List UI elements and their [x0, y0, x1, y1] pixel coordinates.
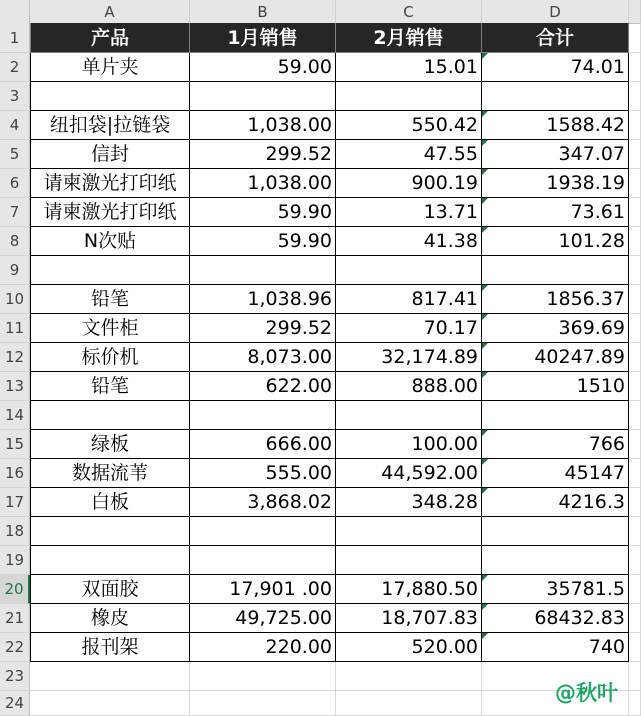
cell-d15[interactable]: 766: [482, 430, 629, 459]
header-cell-b[interactable]: 1月销售: [190, 23, 336, 53]
row-header-20[interactable]: 20: [0, 575, 30, 604]
cell-e19[interactable]: [629, 546, 641, 575]
cell-d4[interactable]: 1588.42: [482, 111, 629, 140]
cell-a14[interactable]: [30, 401, 190, 430]
number-stored-as-text-indicator: [482, 575, 488, 581]
cell-b23[interactable]: [190, 662, 336, 691]
number-stored-as-text-indicator: [482, 227, 488, 233]
cell-c9[interactable]: [336, 256, 482, 285]
number-stored-as-text-indicator: [482, 633, 488, 639]
number-stored-as-text-indicator: [482, 430, 488, 436]
number-stored-as-text-indicator: [482, 53, 488, 59]
cell-b14[interactable]: [190, 401, 336, 430]
header-cell-c[interactable]: 2月销售: [336, 23, 482, 53]
cell-a19[interactable]: [30, 546, 190, 575]
row-header-21[interactable]: 21: [0, 604, 30, 633]
number-stored-as-text-indicator: [482, 111, 488, 117]
cell-b8[interactable]: 59.90: [190, 227, 336, 256]
cell-a6[interactable]: 请柬激光打印纸: [30, 169, 190, 198]
cell-a4[interactable]: 纽扣袋|拉链袋: [30, 111, 190, 140]
cell-b9[interactable]: [190, 256, 336, 285]
row-header-22[interactable]: 22: [0, 633, 30, 662]
cell-a21[interactable]: 橡皮: [30, 604, 190, 633]
cell-a8[interactable]: N次贴: [30, 227, 190, 256]
cell-c23[interactable]: [336, 662, 482, 691]
cell-d20[interactable]: 35781.5: [482, 575, 629, 604]
cell-b7[interactable]: 59.90: [190, 198, 336, 227]
cell-d7[interactable]: 73.61: [482, 198, 629, 227]
cell-b2[interactable]: 59.00: [190, 53, 336, 82]
cell-b13[interactable]: 622.00: [190, 372, 336, 401]
cell-d11[interactable]: 369.69: [482, 314, 629, 343]
select-all-corner[interactable]: [0, 0, 30, 23]
number-stored-as-text-indicator: [482, 169, 488, 175]
cell-e8[interactable]: [629, 227, 641, 256]
cell-e3[interactable]: [629, 82, 641, 111]
cell-c6[interactable]: 900.19: [336, 169, 482, 198]
cell-b19[interactable]: [190, 546, 336, 575]
cell-e17[interactable]: [629, 488, 641, 517]
cell-a2[interactable]: 单片夹: [30, 53, 190, 82]
cell-d8[interactable]: 101.28: [482, 227, 629, 256]
cell-e20[interactable]: [629, 575, 641, 604]
cell-b21[interactable]: 49,725.00: [190, 604, 336, 633]
row-header-3[interactable]: 3: [0, 82, 30, 111]
cell-c19[interactable]: [336, 546, 482, 575]
cell-d6[interactable]: 1938.19: [482, 169, 629, 198]
cell-c21[interactable]: 18,707.83: [336, 604, 482, 633]
cell-d21[interactable]: 68432.83: [482, 604, 629, 633]
row-header-14[interactable]: 14: [0, 401, 30, 430]
row-header-16[interactable]: 16: [0, 459, 30, 488]
cell-a3[interactable]: [30, 82, 190, 111]
cell-a23[interactable]: [30, 662, 190, 691]
cell-e4[interactable]: [629, 111, 641, 140]
cell-c15[interactable]: 100.00: [336, 430, 482, 459]
cell-b18[interactable]: [190, 517, 336, 546]
cell-a7[interactable]: 请柬激光打印纸: [30, 198, 190, 227]
cell-c2[interactable]: 15.01: [336, 53, 482, 82]
cell-b17[interactable]: 3,868.02: [190, 488, 336, 517]
number-stored-as-text-indicator: [482, 372, 488, 378]
cell-d17[interactable]: 4216.3: [482, 488, 629, 517]
cell-e15[interactable]: [629, 430, 641, 459]
cell-e12[interactable]: [629, 343, 641, 372]
number-stored-as-text-indicator: [482, 285, 488, 291]
cell-e11[interactable]: [629, 314, 641, 343]
cell-d9[interactable]: [482, 256, 629, 285]
row-header-5[interactable]: 5: [0, 140, 30, 169]
cell-c16[interactable]: 44,592.00: [336, 459, 482, 488]
cell-c7[interactable]: 13.71: [336, 198, 482, 227]
cell-e22[interactable]: [629, 633, 641, 662]
cell-e7[interactable]: [629, 198, 641, 227]
cell-c13[interactable]: 888.00: [336, 372, 482, 401]
cell-c5[interactable]: 47.55: [336, 140, 482, 169]
cell-a16[interactable]: 数据流苇: [30, 459, 190, 488]
number-stored-as-text-indicator: [482, 343, 488, 349]
row-header-13[interactable]: 13: [0, 372, 30, 401]
cell-a17[interactable]: 白板: [30, 488, 190, 517]
cell-a10[interactable]: 铅笔: [30, 285, 190, 314]
cell-e14[interactable]: [629, 401, 641, 430]
cell-b15[interactable]: 666.00: [190, 430, 336, 459]
cell-a20[interactable]: 双面胶: [30, 575, 190, 604]
cell-d14[interactable]: [482, 401, 629, 430]
cell-b10[interactable]: 1,038.96: [190, 285, 336, 314]
cell-c18[interactable]: [336, 517, 482, 546]
cell-c14[interactable]: [336, 401, 482, 430]
cell-b12[interactable]: 8,073.00: [190, 343, 336, 372]
cell-e23[interactable]: [629, 662, 641, 691]
row-header-7[interactable]: 7: [0, 198, 30, 227]
cell-d19[interactable]: [482, 546, 629, 575]
row-header-9[interactable]: 9: [0, 256, 30, 285]
cell-b3[interactable]: [190, 82, 336, 111]
row-header-15[interactable]: 15: [0, 430, 30, 459]
cell-e6[interactable]: [629, 169, 641, 198]
header-cell-a[interactable]: 产品: [30, 23, 190, 53]
cell-a12[interactable]: 标价机: [30, 343, 190, 372]
cell-a24[interactable]: [30, 691, 190, 716]
cell-e5[interactable]: [629, 140, 641, 169]
column-header-b[interactable]: B: [190, 0, 336, 23]
cell-a11[interactable]: 文件柜: [30, 314, 190, 343]
row-header-23[interactable]: 23: [0, 662, 30, 691]
cell-c20[interactable]: 17,880.50: [336, 575, 482, 604]
cell-e10[interactable]: [629, 285, 641, 314]
cell-c24[interactable]: [336, 691, 482, 716]
row-header-18[interactable]: 18: [0, 517, 30, 546]
cell-b6[interactable]: 1,038.00: [190, 169, 336, 198]
column-header-a[interactable]: A: [30, 0, 190, 23]
cell-e13[interactable]: [629, 372, 641, 401]
row-header-2[interactable]: 2: [0, 53, 30, 82]
cell-b4[interactable]: 1,038.00: [190, 111, 336, 140]
cell-d12[interactable]: 40247.89: [482, 343, 629, 372]
row-header-11[interactable]: 11: [0, 314, 30, 343]
row-header-4[interactable]: 4: [0, 111, 30, 140]
row-header-24[interactable]: 24: [0, 691, 30, 716]
cell-b5[interactable]: 299.52: [190, 140, 336, 169]
cell-d2[interactable]: 74.01: [482, 53, 629, 82]
row-header-12[interactable]: 12: [0, 343, 30, 372]
cell-e1[interactable]: [629, 23, 641, 53]
row-header-19[interactable]: 19: [0, 546, 30, 575]
column-header-d[interactable]: D: [482, 0, 629, 23]
cell-d16[interactable]: 45147: [482, 459, 629, 488]
cell-d18[interactable]: [482, 517, 629, 546]
number-stored-as-text-indicator: [482, 604, 488, 610]
row-header-8[interactable]: 8: [0, 227, 30, 256]
cell-d22[interactable]: 740: [482, 633, 629, 662]
cell-d5[interactable]: 347.07: [482, 140, 629, 169]
cell-d13[interactable]: 1510: [482, 372, 629, 401]
cell-b24[interactable]: [190, 691, 336, 716]
cell-c12[interactable]: 32,174.89: [336, 343, 482, 372]
number-stored-as-text-indicator: [482, 488, 488, 494]
cell-e24[interactable]: [629, 691, 641, 716]
cell-c10[interactable]: 817.41: [336, 285, 482, 314]
cell-c3[interactable]: [336, 82, 482, 111]
number-stored-as-text-indicator: [482, 140, 488, 146]
cell-b16[interactable]: 555.00: [190, 459, 336, 488]
cell-c17[interactable]: 348.28: [336, 488, 482, 517]
cell-c8[interactable]: 41.38: [336, 227, 482, 256]
cell-e18[interactable]: [629, 517, 641, 546]
cell-a9[interactable]: [30, 256, 190, 285]
watermark: @秋叶: [555, 681, 618, 705]
number-stored-as-text-indicator: [482, 459, 488, 465]
cell-d3[interactable]: [482, 82, 629, 111]
cell-a5[interactable]: 信封: [30, 140, 190, 169]
column-header-c[interactable]: C: [336, 0, 482, 23]
cell-e21[interactable]: [629, 604, 641, 633]
cell-b11[interactable]: 299.52: [190, 314, 336, 343]
column-header-blank: [629, 0, 641, 23]
cell-a15[interactable]: 绿板: [30, 430, 190, 459]
cell-c4[interactable]: 550.42: [336, 111, 482, 140]
cell-a22[interactable]: 报刊架: [30, 633, 190, 662]
cell-e9[interactable]: [629, 256, 641, 285]
number-stored-as-text-indicator: [482, 198, 488, 204]
cell-c22[interactable]: 520.00: [336, 633, 482, 662]
cell-a18[interactable]: [30, 517, 190, 546]
header-cell-d[interactable]: 合计: [482, 23, 629, 53]
number-stored-as-text-indicator: [482, 314, 488, 320]
cell-d10[interactable]: 1856.37: [482, 285, 629, 314]
cell-a13[interactable]: 铅笔: [30, 372, 190, 401]
cell-b20[interactable]: 17,901 .00: [190, 575, 336, 604]
row-header-6[interactable]: 6: [0, 169, 30, 198]
cell-b22[interactable]: 220.00: [190, 633, 336, 662]
row-header-10[interactable]: 10: [0, 285, 30, 314]
cell-e2[interactable]: [629, 53, 641, 82]
cell-c11[interactable]: 70.17: [336, 314, 482, 343]
row-header-1[interactable]: 1: [0, 23, 30, 53]
cell-e16[interactable]: [629, 459, 641, 488]
row-header-17[interactable]: 17: [0, 488, 30, 517]
